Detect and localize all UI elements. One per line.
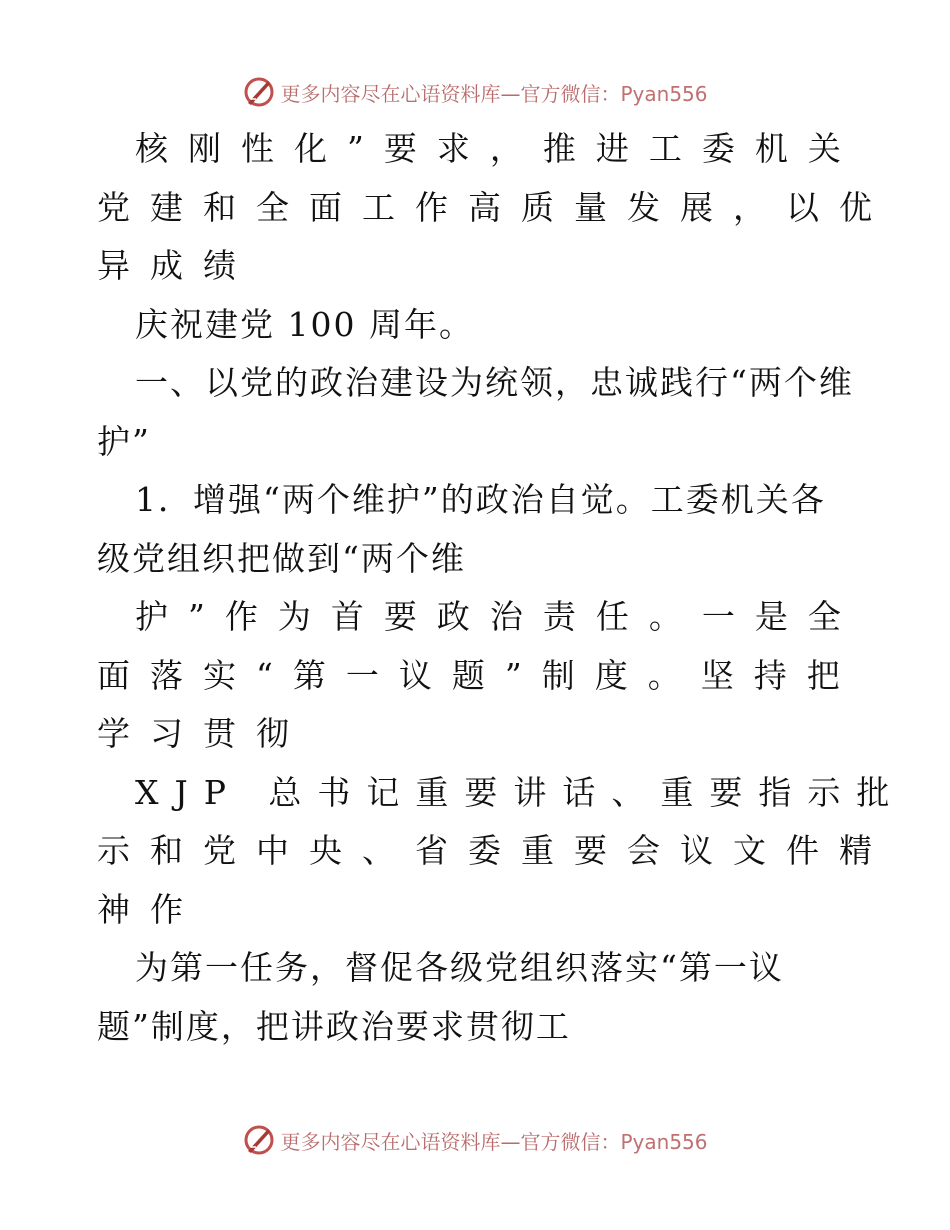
header-banner <box>0 72 950 112</box>
text-line-12: XJP 总书记重要讲话、重要指示批 <box>135 772 906 812</box>
text-line-5: 一、以党的政治建设为统领，忠诚践行“两个维 <box>135 363 854 402</box>
text-line-1: 核刚性化”要求，推进工委机关 <box>135 129 861 168</box>
footer-banner <box>0 1120 950 1160</box>
text-line-10: 面落实“第一议题”制度。坚持把 <box>97 655 860 695</box>
text-line-15: 为第一任务，督促各级党组织落实“第一议 <box>135 948 784 987</box>
text-line-7: 1．增强“两个维护”的政治自觉。工委机关各 <box>135 480 826 519</box>
text-line-3: 异成绩 <box>97 246 256 285</box>
footer-banner-text: 更多内容尽在心语资料库—官方微信：Pyan556 <box>280 1129 708 1154</box>
text-line-4: 庆祝建党 100 周年。 <box>135 304 474 344</box>
text-line-16: 题”制度，把讲政治要求贯彻工 <box>97 1006 571 1046</box>
footer-banner-handle: Pyan556 <box>620 1129 708 1154</box>
text-line-8: 级党组织把做到“两个维 <box>97 538 466 578</box>
text-line-11: 学习贯彻 <box>97 714 309 753</box>
text-line-9: 护”作为首要政治责任。一是全 <box>135 597 861 636</box>
header-banner-handle: Pyan556 <box>620 81 708 106</box>
document-body <box>97 120 906 1056</box>
text-line-14: 神作 <box>97 889 203 929</box>
text-line-13: 示和党中央、省委重要会议文件精 <box>97 831 892 870</box>
text-line-6: 护” <box>97 421 151 461</box>
text-line-2: 党建和全面工作高质量发展，以优 <box>97 187 892 227</box>
quill-pen-logo-icon <box>242 75 276 109</box>
header-banner-text: 更多内容尽在心语资料库—官方微信：Pyan556 <box>280 81 708 106</box>
quill-pen-logo-icon <box>242 1123 276 1157</box>
